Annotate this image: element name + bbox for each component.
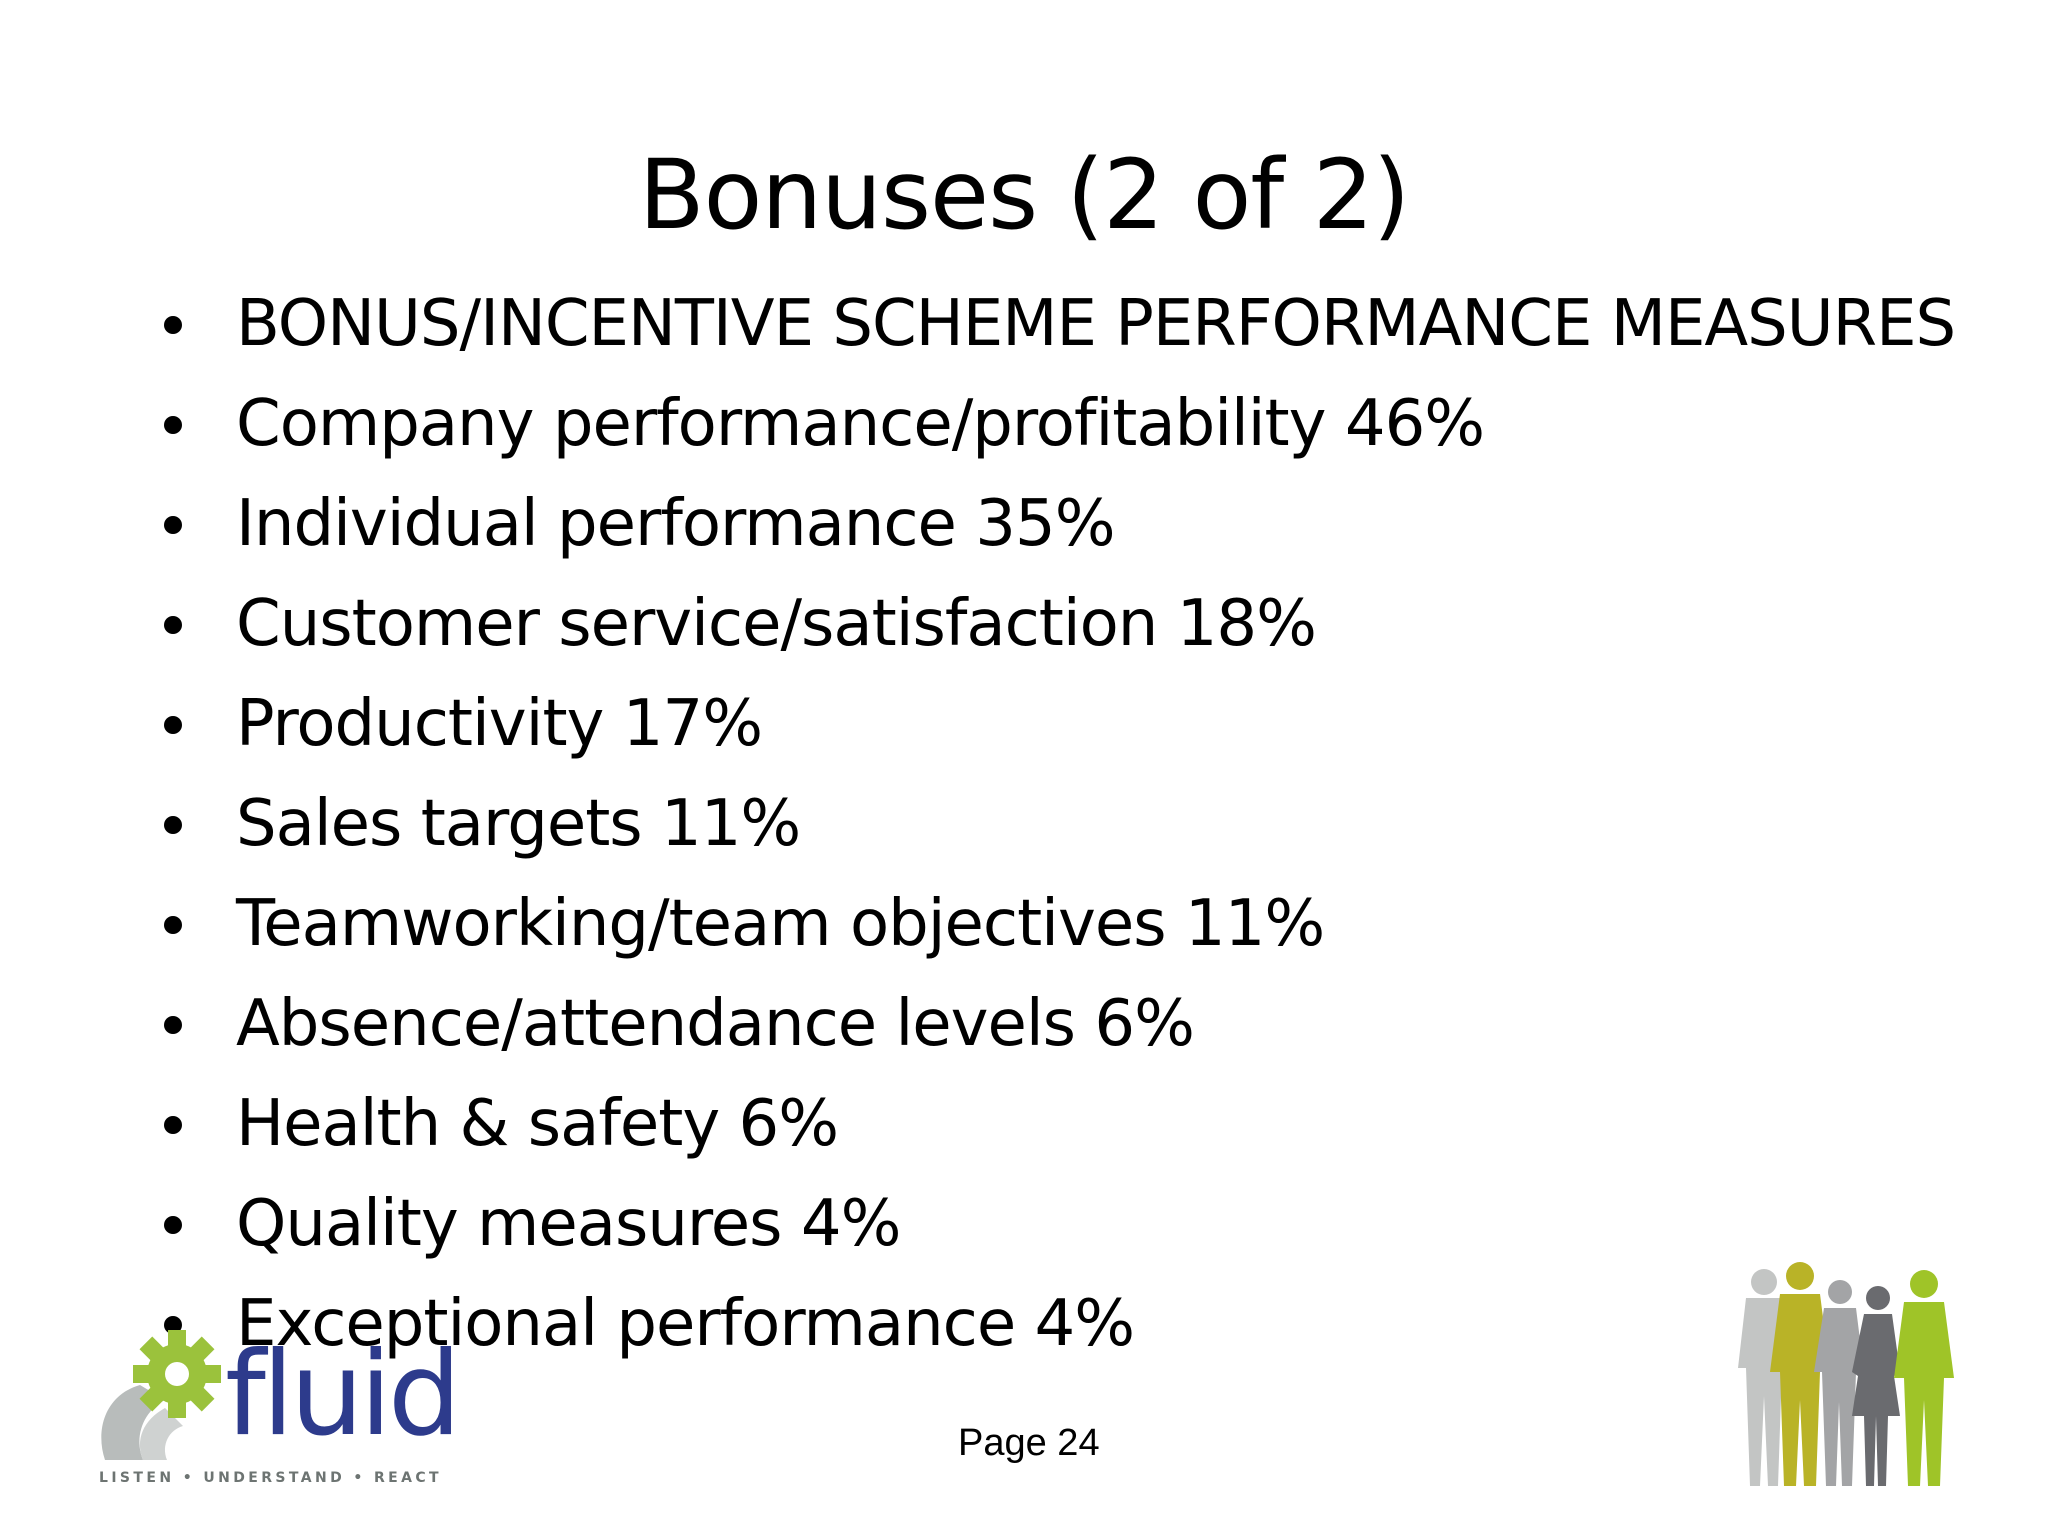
bullet-text: Teamworking/team objectives 11% [236,887,1325,961]
gear-icon [95,1330,235,1470]
bullet-text: BONUS/INCENTIVE SCHEME PERFORMANCE MEASURES [236,287,1956,361]
bullet-text: Sales targets 11% [236,787,801,861]
bullet-dot-icon [164,1116,182,1134]
slide-title: Bonuses (2 of 2) [638,139,1410,251]
bullet-text: Customer service/satisfaction 18% [236,587,1316,661]
bullet-dot-icon [164,516,182,534]
bullet-text: Productivity 17% [236,687,762,761]
bullet-text: Company performance/profitability 46% [236,387,1485,461]
bullet-text: Individual performance 35% [236,487,1115,561]
bullet-text: Exceptional performance 4% [236,1287,1135,1361]
logo-tagline: LISTEN • UNDERSTAND • REACT [99,1470,443,1486]
fluid-logo [95,1327,458,1498]
bullet-text: Health & safety 6% [236,1087,839,1161]
bullet-dot-icon [164,616,182,634]
bullet-dot-icon [164,1016,182,1034]
bullet-dot-icon [164,816,182,834]
bullet-dot-icon [164,416,182,434]
logo-wordmark: fluid [225,1327,458,1462]
bullet-text: Quality measures 4% [236,1187,901,1261]
bullet-dot-icon [164,1216,182,1234]
bullet-dot-icon [164,716,182,734]
people-silhouettes-icon [1728,1262,1973,1490]
bullet-dot-icon [164,916,182,934]
bullet-text: Absence/attendance levels 6% [236,987,1194,1061]
page-number: Page 24 [958,1422,1100,1464]
bullet-dot-icon [164,316,182,334]
